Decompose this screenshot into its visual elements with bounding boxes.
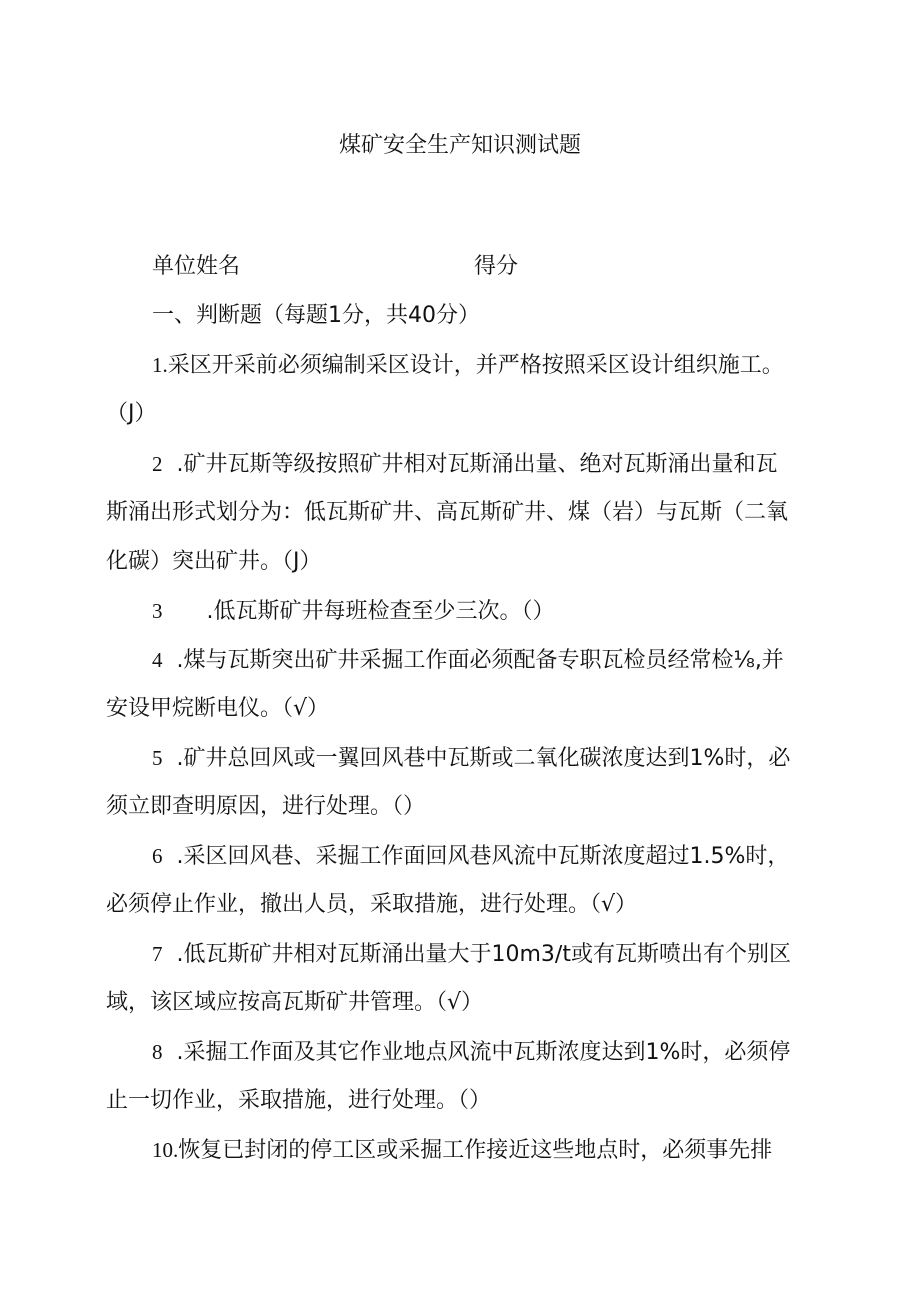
question-5-number: 5 bbox=[152, 746, 163, 770]
question-10-text-1: 恢复已封闭的停工区或采掘工作接近这些地点时，必须事先排 bbox=[178, 1138, 773, 1163]
question-7-number: 7 bbox=[152, 942, 163, 966]
question-1-number: 1. bbox=[152, 353, 168, 377]
question-4-text-1: .煤与瓦斯突出矿井采掘工作面必须配备专职瓦检员经常检⅛,并 bbox=[176, 648, 784, 673]
question-6-number: 6 bbox=[152, 844, 163, 868]
question-1-line-2: （J） bbox=[106, 401, 157, 426]
question-10-number: 10. bbox=[152, 1138, 179, 1162]
question-2-line-3: 化碳）突出矿井。（J） bbox=[106, 549, 322, 574]
section-heading: 一、判断题（每题1分，共40分） bbox=[152, 303, 480, 328]
question-5-line-1 bbox=[152, 743, 790, 774]
question-3-text-1: .低瓦斯矿井每班检查至少三次。（） bbox=[206, 599, 555, 624]
question-7-text-1: .低瓦斯矿井相对瓦斯涌出量大于10m3∕t或有瓦斯喷出有个别区 bbox=[176, 942, 791, 967]
question-7-line-1 bbox=[152, 939, 791, 970]
question-2-text-1: .矿井瓦斯等级按照矿井相对瓦斯涌出量、绝对瓦斯涌出量和瓦 bbox=[176, 452, 778, 477]
question-3-number: 3 bbox=[152, 599, 163, 623]
question-5-line-2: 须立即查明原因，进行处理。（） bbox=[106, 794, 426, 819]
question-5-text-1: .矿井总回风或一翼回风巷中瓦斯或二氧化碳浓度达到1%时，必 bbox=[176, 746, 791, 771]
question-2-line-1 bbox=[152, 449, 778, 480]
question-6-line-2: 必须停止作业，撤出人员，采取措施，进行处理。（√） bbox=[106, 892, 638, 917]
question-6-text-1: .采区回风巷、采掘工作面回风巷风流中瓦斯浓度超过1.5%时， bbox=[176, 844, 790, 869]
question-8-text-1: .采掘工作面及其它作业地点风流中瓦斯浓度达到1%时，必须停 bbox=[176, 1040, 791, 1065]
unit-name-label: 单位姓名 bbox=[152, 254, 241, 279]
question-3-line-1 bbox=[152, 596, 555, 627]
question-8-line-2: 止一切作业，采取措施，进行处理。（） bbox=[106, 1088, 492, 1113]
question-2-line-2: 斯涌出形式划分为：低瓦斯矿井、高瓦斯矿井、煤（岩）与瓦斯（二氧 bbox=[106, 500, 789, 525]
question-10-line-1 bbox=[152, 1135, 772, 1166]
question-4-line-1 bbox=[152, 645, 784, 676]
question-7-line-2: 域，该区域应按高瓦斯矿井管理。（√） bbox=[106, 990, 484, 1015]
question-8-line-1 bbox=[152, 1037, 790, 1068]
question-1-text-1: 采区开采前必须编制采区设计，并严格按照采区设计组织施工。 bbox=[167, 353, 784, 378]
question-2-number: 2 bbox=[152, 452, 163, 476]
question-6-line-1 bbox=[152, 841, 789, 872]
question-8-number: 8 bbox=[152, 1040, 163, 1064]
question-4-line-2: 安设甲烷断电仪。（√） bbox=[106, 696, 330, 721]
question-1-line-1 bbox=[152, 350, 784, 381]
page-title: 煤矿安全生产知识测试题 bbox=[338, 133, 581, 158]
score-label: 得分 bbox=[474, 254, 519, 279]
question-4-number: 4 bbox=[152, 648, 163, 672]
